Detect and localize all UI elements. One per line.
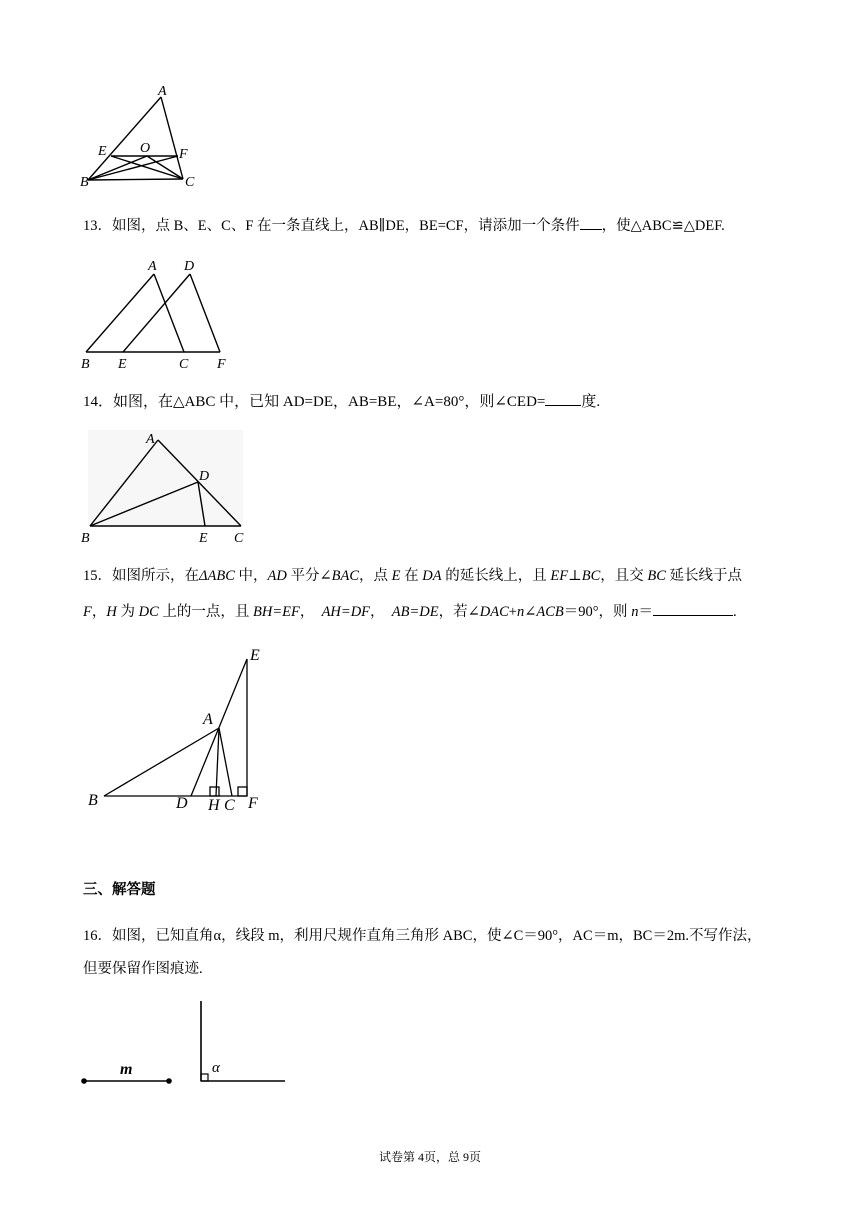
question-text: 但要保留作图痕迹. <box>83 961 203 977</box>
question-16-line-1 <box>83 925 761 947</box>
question-text: 如图，已知直角α，线段 m，利用尺规作直角三角形 ABC，使∠C＝90°，AC＝m，BC＝2m.不写作法， <box>112 928 762 944</box>
text: 平分∠ <box>286 568 332 584</box>
text: ， <box>370 604 392 620</box>
label-f: F <box>179 147 188 162</box>
question-15-line-2 <box>83 601 737 623</box>
math: BAC <box>331 568 360 584</box>
math: AH=DF <box>321 604 371 620</box>
label-d: D <box>199 469 210 484</box>
text: 为 <box>116 604 139 620</box>
text: ，点 <box>359 568 392 584</box>
angle-label-alpha: α <box>212 1060 220 1076</box>
text: 中， <box>234 568 268 584</box>
page-footer: 试卷第 4页，总 9页 <box>378 1150 481 1164</box>
question-number: 16． <box>83 928 112 944</box>
text: . <box>732 604 737 620</box>
math: F <box>83 604 92 620</box>
question-number: 14． <box>83 394 114 410</box>
math: BC <box>581 568 601 584</box>
label-h: H <box>208 797 220 814</box>
label-e: E <box>199 531 208 546</box>
segment-endpoint <box>81 1078 87 1084</box>
text: 延长线于点 <box>665 568 743 584</box>
question-number: 13． <box>83 218 112 234</box>
label-c: C <box>179 357 189 372</box>
math: n <box>516 604 525 620</box>
text: ， <box>91 604 107 620</box>
label-f: F <box>217 357 226 372</box>
answer-blank <box>580 215 602 230</box>
label-e: E <box>98 144 107 159</box>
text: ， <box>299 604 322 620</box>
question-16-line-2 <box>83 958 203 980</box>
figure-q15 <box>82 640 282 820</box>
figure-q14 <box>78 428 248 548</box>
question-text-end: 度. <box>581 394 601 410</box>
label-a: A <box>203 711 213 728</box>
figure-q16 <box>78 995 298 1095</box>
math: AB=DE <box>391 604 439 620</box>
question-text: 如图，在△ABC 中，已知 AD=DE，AB=BE，∠A=80°，则∠CED= <box>113 394 546 410</box>
segment-endpoint <box>166 1078 172 1084</box>
math: DA <box>422 568 442 584</box>
text: + <box>508 604 517 620</box>
question-text-end: ，使△ABC≌△DEF. <box>601 218 725 234</box>
text: 上的一点，且 <box>158 604 253 620</box>
question-14 <box>83 391 600 413</box>
math: DAC <box>479 604 509 620</box>
math: E <box>391 568 401 584</box>
label-f: F <box>248 795 258 812</box>
label-b: B <box>80 175 89 190</box>
text: ⊥ <box>568 568 582 584</box>
math: EF <box>550 568 569 584</box>
question-number: 15． <box>83 568 112 584</box>
math: AD <box>267 568 287 584</box>
label-b: B <box>81 357 90 372</box>
math: BC <box>647 568 666 584</box>
answer-blank <box>545 391 581 406</box>
segment-label-m: m <box>120 1061 133 1078</box>
math: DC <box>138 604 159 620</box>
section-title: 三、解答题 <box>83 882 156 898</box>
text: ＝ <box>638 604 653 620</box>
label-c: C <box>224 797 235 814</box>
math: ΔABC <box>199 568 235 584</box>
math: BH=EF <box>253 604 300 620</box>
label-d: D <box>176 795 188 812</box>
answer-blank <box>653 601 733 616</box>
label-a: A <box>158 84 167 99</box>
text: ∠ <box>524 604 537 620</box>
text: ＝90°，则 <box>563 604 632 620</box>
math: H <box>106 604 117 620</box>
question-15-line-1 <box>83 565 742 587</box>
label-b: B <box>81 531 90 546</box>
label-o: O <box>140 141 151 156</box>
text: 如图所示，在 <box>112 568 199 584</box>
label-a: A <box>148 259 157 274</box>
figure-q13 <box>78 255 238 375</box>
figure-q12 <box>78 82 208 192</box>
math: n <box>631 604 639 620</box>
text: ，且交 <box>600 568 648 584</box>
question-13 <box>83 215 725 237</box>
text: 在 <box>400 568 423 584</box>
text: ，若∠ <box>438 604 480 620</box>
question-text: 如图，点 B、E、C、F 在一条直线上，AB∥DE，BE=CF，请添加一个条件 <box>112 218 580 234</box>
label-a: A <box>146 432 155 447</box>
label-e: E <box>250 647 260 664</box>
label-e: E <box>118 357 127 372</box>
label-d: D <box>184 259 195 274</box>
text: 的延长线上，且 <box>441 568 551 584</box>
label-c: C <box>234 531 244 546</box>
label-b: B <box>88 792 98 809</box>
math: ACB <box>536 604 564 620</box>
label-c: C <box>185 175 195 190</box>
